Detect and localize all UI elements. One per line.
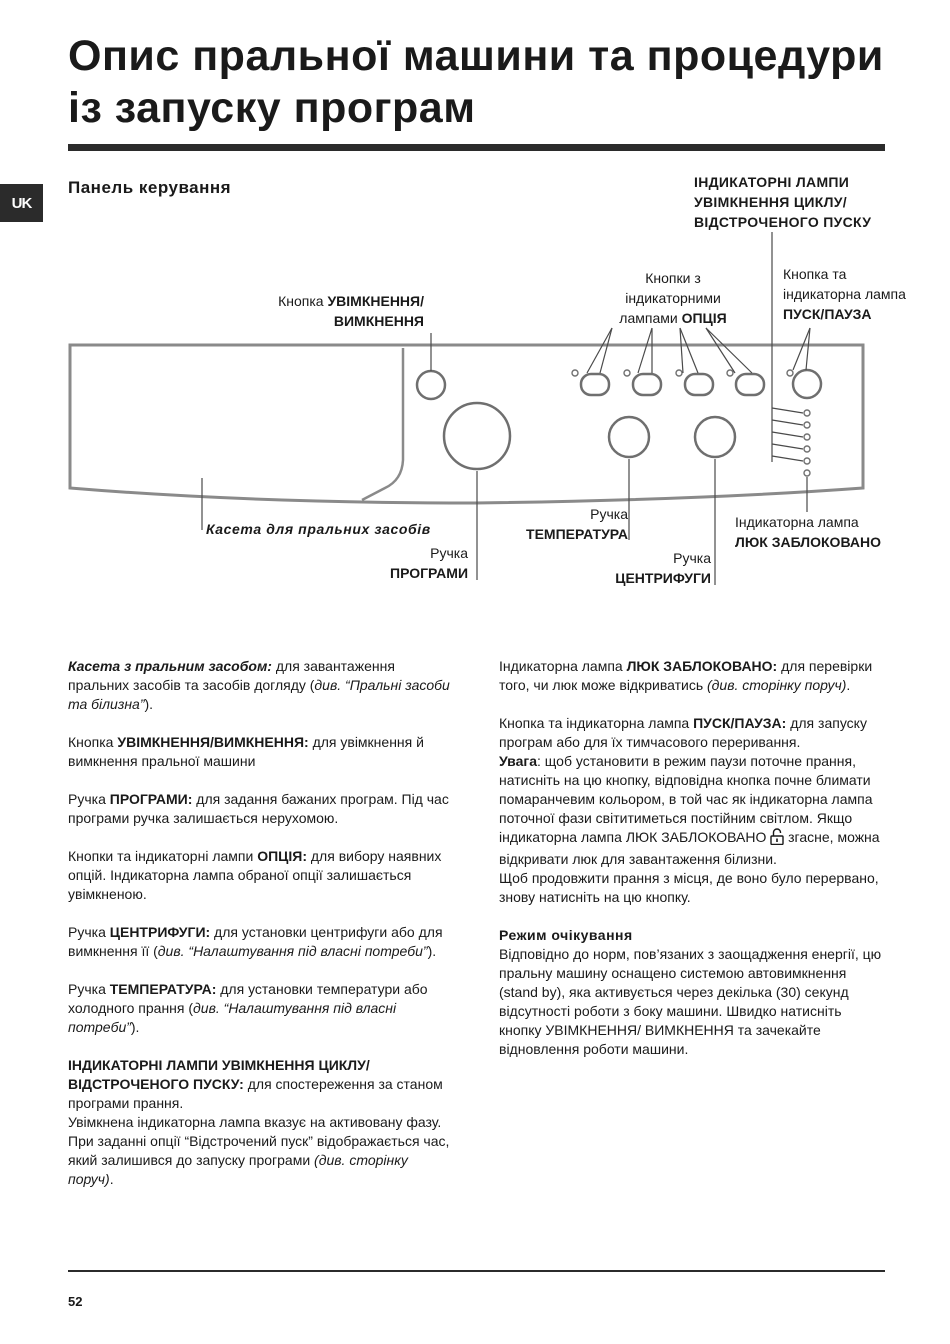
para-door-locked: Індикаторна лампа ЛЮК ЗАБЛОКОВАНО: для перевірки того, чи люк може відкриватись (див. сторінку поруч). <box>499 658 873 693</box>
option-lamp-4 <box>727 370 733 376</box>
para-program-knob: Ручка ПРОГРАМИ: для задання бажаних програм. Під час програми ручка залишається нерухомою. <box>68 791 449 826</box>
page-number: 52 <box>68 1294 83 1309</box>
label-program-knob: Ручка ПРОГРАМИ <box>390 545 468 581</box>
control-panel-diagram <box>0 0 950 620</box>
para-start-pause: Кнопка та індикаторна лампа ПУСК/ПАУЗА: для запуску програм або для їх тимчасового переривання. Увага: щоб установити в режим паузи поточне прання, натисніть на цю кнопку, відповідна кнопка почне блимати помаранчевим кольором, в той час як індикаторна лампа поточної фази світитиметься постійним світлом. Якщо індикаторна лампа ЛЮК ЗАБЛОКОВАНО згасне, можна відкривати люк для завантаження білизни. Щоб продовжити прання з місця, де воно було перервано, знову натисніть на цю кнопку. <box>499 715 880 905</box>
description-left-column <box>68 657 453 1189</box>
cycle-lamp-5 <box>804 458 810 464</box>
start-pause-button-shape <box>793 370 821 398</box>
footer-divider <box>68 1270 885 1272</box>
option-button-1-shape <box>581 374 609 395</box>
label-cycle-lamps: ІНДИКАТОРНІ ЛАМПИ УВІМКНЕННЯ ЦИКЛУ/ ВІДСТРОЧЕНОГО ПУСКУ <box>694 174 872 230</box>
label-temperature-knob: Ручка ТЕМПЕРАТУРА <box>526 506 628 542</box>
label-spin-knob: Ручка ЦЕНТРИФУГИ <box>615 550 711 586</box>
cycle-lamp-2 <box>804 422 810 428</box>
option-button-2-shape <box>633 374 661 395</box>
para-spin-knob: Ручка ЦЕНТРИФУГИ: для установки центрифуги або для вимкнення її (див. “Налаштування під власні потреби”). <box>68 924 443 959</box>
label-detergent-drawer: Касета для пральних засобів <box>206 521 431 537</box>
para-option-buttons: Кнопки та індикаторні лампи ОПЦІЯ: для вибору наявних опцій. Індикаторна лампа обраної опції залишається увімкненою. <box>68 848 442 902</box>
cycle-lamp-3 <box>804 434 810 440</box>
para-standby-mode: Режим очікування Відповідно до норм, пов’язаних з заощадження енергії, цю пральну машину оснащено системою автовимкнення (stand by), яка активується через декілька (30) секунд відсутності роботи з боку машини. Швидко натисніть кнопку УВІМКНЕННЯ/ ВИМКНЕННЯ та зачекайте відновлення роботи машини. <box>499 927 882 1057</box>
cycle-lamp-4 <box>804 446 810 452</box>
para-detergent-drawer: Касета з пральним засобом: для завантаження пральних засобів та засобів догляду (див. “Пральні засоби та білизна”). <box>68 658 450 712</box>
option-lamp-3 <box>676 370 682 376</box>
door-locked-lamp <box>804 470 810 476</box>
label-start-pause: Кнопка та індикаторна лампа ПУСК/ПАУЗА <box>783 266 906 322</box>
program-knob-shape <box>444 403 510 469</box>
section-heading: Панель керування <box>68 178 232 197</box>
cycle-lamp-1 <box>804 410 810 416</box>
start-pause-lamp <box>787 370 793 376</box>
para-temperature-knob: Ручка ТЕМПЕРАТУРА: для установки температури або холодного прання (див. “Налаштування під власні потреби”). <box>68 981 428 1035</box>
description-right-column <box>499 657 884 1059</box>
onoff-button-shape <box>417 371 445 399</box>
page-title: Опис пральної машини та процедури із запуску програм <box>68 32 884 132</box>
label-onoff-button: Кнопка УВІМКНЕННЯ/ ВИМКНЕННЯ <box>278 293 424 329</box>
label-option-buttons: Кнопки з індикаторними лампами ОПЦІЯ <box>619 270 727 326</box>
spin-knob-shape <box>695 417 735 457</box>
open-padlock-icon <box>770 828 784 850</box>
option-lamp-1 <box>572 370 578 376</box>
label-door-locked: Індикаторна лампа ЛЮК ЗАБЛОКОВАНО <box>735 514 881 550</box>
para-cycle-lamps: ІНДИКАТОРНІ ЛАМПИ УВІМКНЕННЯ ЦИКЛУ/ ВІДСТРОЧЕНОГО ПУСКУ: для спостереження за станом програми прання. Увімкнена індикаторна лампа вказує на активовану фазу. При заданні опції “Відстрочений пуск” відображається час, який залишився до запуску програми (див. сторінку поруч). <box>68 1057 450 1187</box>
option-lamp-2 <box>624 370 630 376</box>
panel-outline <box>70 345 863 503</box>
temperature-knob-shape <box>609 417 649 457</box>
detergent-drawer-edge <box>362 348 403 500</box>
para-onoff-button: Кнопка УВІМКНЕННЯ/ВИМКНЕННЯ: для увімкнення й вимкнення пральної машини <box>68 734 424 769</box>
language-tab: UK <box>0 184 43 222</box>
option-button-3-shape <box>685 374 713 395</box>
option-button-4-shape <box>736 374 764 395</box>
